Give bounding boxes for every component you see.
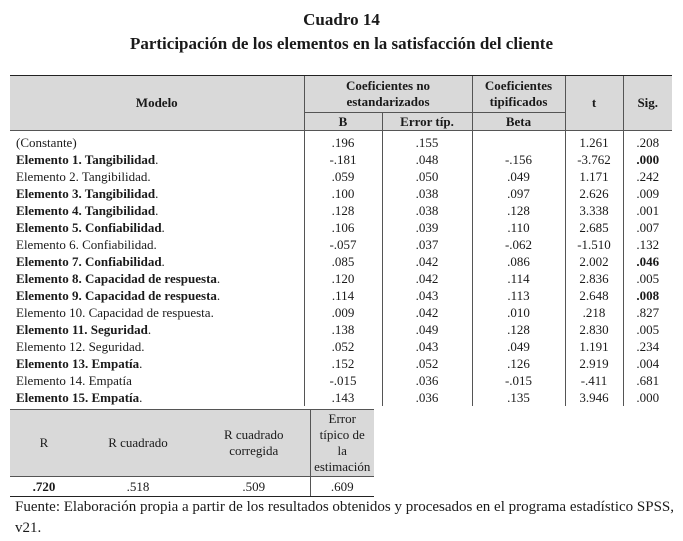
row-model-name-rest: . [161, 254, 165, 269]
table-row [10, 202, 672, 219]
row-beta-cell: .010 [472, 304, 565, 321]
row-beta-cell: .113 [472, 287, 565, 304]
row-beta-cell: .126 [472, 355, 565, 372]
summary-std-error: .609 [310, 477, 374, 497]
row-sig-cell: .000 [623, 151, 672, 168]
summary-r2: .518 [78, 477, 198, 497]
row-t-cell: 2.648 [565, 287, 623, 304]
row-error-cell: .049 [382, 321, 472, 338]
row-model-name-rest: . [139, 390, 143, 405]
row-error-cell: .038 [382, 202, 472, 219]
row-model-name [10, 151, 304, 168]
table-row [10, 168, 672, 185]
row-t-cell: 1.171 [565, 168, 623, 185]
header-error: Error típ. [382, 113, 472, 131]
row-t-cell: -1.510 [565, 236, 623, 253]
row-model-name-rest: . [155, 152, 159, 167]
row-b-cell: -.181 [304, 151, 382, 168]
row-model-name-rest: Elemento 12. Seguridad. [16, 339, 145, 354]
summary-header-r: R [10, 410, 78, 477]
row-sig-cell: .681 [623, 372, 672, 389]
table-row [10, 389, 672, 406]
table-row [10, 131, 672, 152]
row-error-cell: .038 [382, 185, 472, 202]
row-error-cell: .036 [382, 389, 472, 406]
row-error-cell: .036 [382, 372, 472, 389]
row-model-name [10, 219, 304, 236]
row-t-cell: 2.685 [565, 219, 623, 236]
row-t-cell: .218 [565, 304, 623, 321]
row-b-cell: -.015 [304, 372, 382, 389]
row-model-name [10, 202, 304, 219]
row-model-name-bold: Elemento 15. Empatía [16, 390, 140, 405]
row-error-cell: .037 [382, 236, 472, 253]
header-coef-no-std: Coeficientes no estandarizados [304, 76, 472, 113]
row-model-name-rest: . [216, 288, 221, 303]
row-sig-cell: .008 [623, 287, 672, 304]
header-modelo: Modelo [10, 76, 304, 131]
row-model-name [10, 372, 304, 389]
row-model-name [10, 355, 304, 372]
row-b-cell: .009 [304, 304, 382, 321]
table-row [10, 270, 672, 287]
row-model-name-rest: Elemento 6. Confiabilidad. [16, 237, 157, 252]
row-error-cell: .155 [382, 131, 472, 152]
row-t-cell: 1.261 [565, 131, 623, 152]
row-b-cell: .143 [304, 389, 382, 406]
table-row [10, 287, 672, 304]
row-error-cell: .048 [382, 151, 472, 168]
row-model-name-bold: Elemento 13. Empatía [16, 356, 140, 371]
row-sig-cell: .046 [623, 253, 672, 270]
row-beta-cell: -.156 [472, 151, 565, 168]
row-model-name-rest: Elemento 14. Empatía [16, 373, 132, 388]
row-beta-cell: .097 [472, 185, 565, 202]
table-row [10, 321, 672, 338]
row-beta-cell: .114 [472, 270, 565, 287]
source-note: Fuente: Elaboración propia a partir de los resultados obtenidos y procesados en el programa estadístico SPSS, v21. [15, 499, 675, 536]
row-t-cell: 2.626 [565, 185, 623, 202]
row-sig-cell: .007 [623, 219, 672, 236]
row-model-name-bold: Elemento 7. Confiabilidad [16, 254, 162, 269]
row-model-name [10, 304, 304, 321]
header-coef-tip: Coeficientes tipificados [472, 76, 565, 113]
row-beta-cell: .086 [472, 253, 565, 270]
row-b-cell: .138 [304, 321, 382, 338]
row-sig-cell: .001 [623, 202, 672, 219]
row-sig-cell: .009 [623, 185, 672, 202]
table-row [10, 253, 672, 270]
row-t-cell: 2.830 [565, 321, 623, 338]
row-b-cell: .128 [304, 202, 382, 219]
row-b-cell: .120 [304, 270, 382, 287]
row-model-name [10, 168, 304, 185]
row-model-name-rest: Elemento 2. Tangibilidad. [16, 169, 151, 184]
table-row [10, 355, 672, 372]
row-error-cell: .043 [382, 338, 472, 355]
row-sig-cell: .005 [623, 270, 672, 287]
table-subtitle: Participación de los elementos en la satisfacción del cliente [129, 34, 554, 53]
row-error-cell: .050 [382, 168, 472, 185]
row-model-name-rest: Elemento 10. Capacidad de respuesta. [16, 305, 214, 320]
row-model-name-rest: . [155, 203, 159, 218]
row-error-cell: .042 [382, 270, 472, 287]
row-model-name [10, 287, 304, 304]
row-t-cell: 2.002 [565, 253, 623, 270]
row-error-cell: .042 [382, 304, 472, 321]
row-model-name-rest: (Constante) [16, 135, 77, 150]
row-model-name-bold: Elemento 4. Tangibilidad [16, 203, 156, 218]
row-beta-cell: .049 [472, 168, 565, 185]
row-b-cell: .059 [304, 168, 382, 185]
row-beta-cell: -.062 [472, 236, 565, 253]
row-beta-cell: .049 [472, 338, 565, 355]
row-model-name-rest: . [161, 220, 165, 235]
row-model-name-rest: . [147, 322, 152, 337]
table-row [10, 338, 672, 355]
model-summary-table [10, 409, 374, 497]
row-b-cell: -.057 [304, 236, 382, 253]
row-model-name-bold: Elemento 8. Capacidad de respuesta [16, 271, 217, 286]
row-b-cell: .100 [304, 185, 382, 202]
header-t: t [565, 76, 623, 131]
row-model-name [10, 338, 304, 355]
row-model-name-bold: Elemento 5. Confiabilidad [16, 220, 162, 235]
row-model-name-bold: Elemento 11. Seguridad [16, 322, 148, 337]
summary-r: .720 [10, 477, 78, 497]
table-row [10, 372, 672, 389]
row-model-name-bold: Elemento 1. Tangibilidad [16, 152, 156, 167]
row-b-cell: .196 [304, 131, 382, 152]
row-sig-cell: .000 [623, 389, 672, 406]
row-model-name [10, 185, 304, 202]
row-model-name [10, 236, 304, 253]
row-sig-cell: .208 [623, 131, 672, 152]
row-model-name-rest: . [155, 186, 159, 201]
header-sig: Sig. [623, 76, 672, 131]
summary-header-r2-adj: R cuadrado corregida [198, 410, 310, 477]
row-model-name [10, 321, 304, 338]
row-t-cell: -.411 [565, 372, 623, 389]
row-sig-cell: .242 [623, 168, 672, 185]
row-model-name-bold: Elemento 3. Tangibilidad [16, 186, 156, 201]
row-sig-cell: .827 [623, 304, 672, 321]
row-error-cell: .043 [382, 287, 472, 304]
row-sig-cell: .234 [623, 338, 672, 355]
row-t-cell: 1.191 [565, 338, 623, 355]
row-t-cell: 3.338 [565, 202, 623, 219]
row-beta-cell: .128 [472, 321, 565, 338]
row-error-cell: .042 [382, 253, 472, 270]
row-model-name [10, 253, 304, 270]
table-row [10, 219, 672, 236]
row-t-cell: 2.836 [565, 270, 623, 287]
row-model-name-rest: . [139, 356, 143, 371]
header-b: B [304, 113, 382, 131]
row-b-cell: .106 [304, 219, 382, 236]
table-row [10, 185, 672, 202]
row-beta-cell: .128 [472, 202, 565, 219]
table-row [10, 304, 672, 321]
summary-header-std-error: Error típico de la estimación [310, 410, 374, 477]
row-b-cell: .114 [304, 287, 382, 304]
coefficients-table [10, 75, 672, 406]
row-b-cell: .052 [304, 338, 382, 355]
row-sig-cell: .004 [623, 355, 672, 372]
row-model-name [10, 131, 304, 152]
summary-r2-adj: .509 [198, 477, 310, 497]
row-sig-cell: .132 [623, 236, 672, 253]
row-model-name [10, 270, 304, 287]
row-b-cell: .152 [304, 355, 382, 372]
row-model-name [10, 389, 304, 406]
row-model-name-rest: . [216, 271, 221, 286]
header-beta: Beta [472, 113, 565, 131]
table-row [10, 151, 672, 168]
table-title: Cuadro 14 [303, 10, 380, 29]
row-model-name-bold: Elemento 9. Capacidad de respuesta [16, 288, 217, 303]
row-error-cell: .039 [382, 219, 472, 236]
summary-header-r2: R cuadrado [78, 410, 198, 477]
row-error-cell: .052 [382, 355, 472, 372]
row-sig-cell: .005 [623, 321, 672, 338]
row-beta-cell [472, 131, 565, 152]
row-t-cell: -3.762 [565, 151, 623, 168]
row-t-cell: 3.946 [565, 389, 623, 406]
row-t-cell: 2.919 [565, 355, 623, 372]
row-b-cell: .085 [304, 253, 382, 270]
row-beta-cell: .135 [472, 389, 565, 406]
row-beta-cell: .110 [472, 219, 565, 236]
table-row [10, 236, 672, 253]
row-beta-cell: -.015 [472, 372, 565, 389]
